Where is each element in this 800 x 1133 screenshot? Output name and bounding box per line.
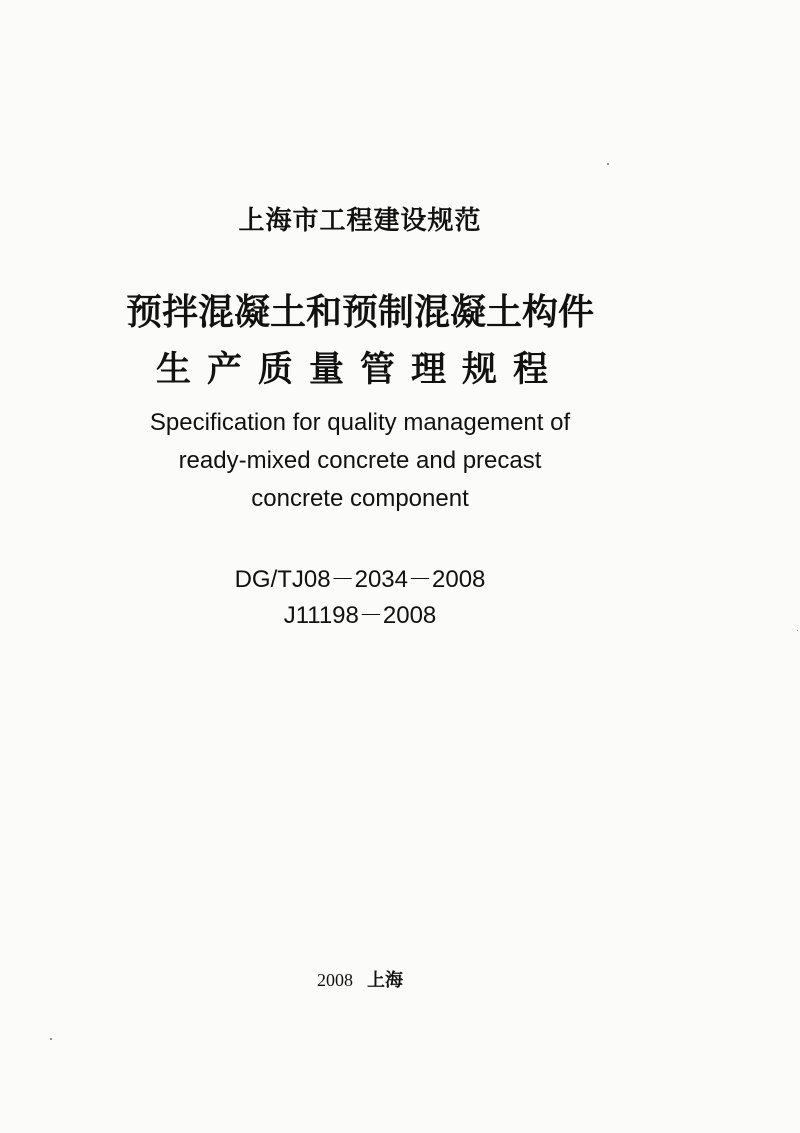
standard-series-title: 上海市工程建设规范	[238, 206, 482, 236]
scan-speck	[50, 1038, 52, 1040]
scan-speck	[797, 630, 798, 631]
english-title-line-3: concrete component	[251, 485, 469, 512]
scan-speck	[607, 163, 609, 165]
standard-codes	[0, 562, 720, 634]
publication-place: 上海	[367, 970, 403, 991]
publication-year: 2008	[317, 970, 353, 990]
chinese-title-line-2: 生产质量管理规程	[155, 350, 564, 390]
chinese-title-line-1: 预拌混凝土和预制混凝土构件	[125, 292, 594, 333]
publication-footer	[0, 966, 720, 992]
standard-code-j: J11198－2008	[283, 602, 437, 629]
english-title-line-2: ready-mixed concrete and precast	[178, 447, 542, 474]
english-title	[0, 404, 720, 518]
english-title-line-1: Specification for quality management of	[149, 409, 571, 436]
standard-code-dgtj: DG/TJ08－2034－2008	[234, 566, 486, 593]
